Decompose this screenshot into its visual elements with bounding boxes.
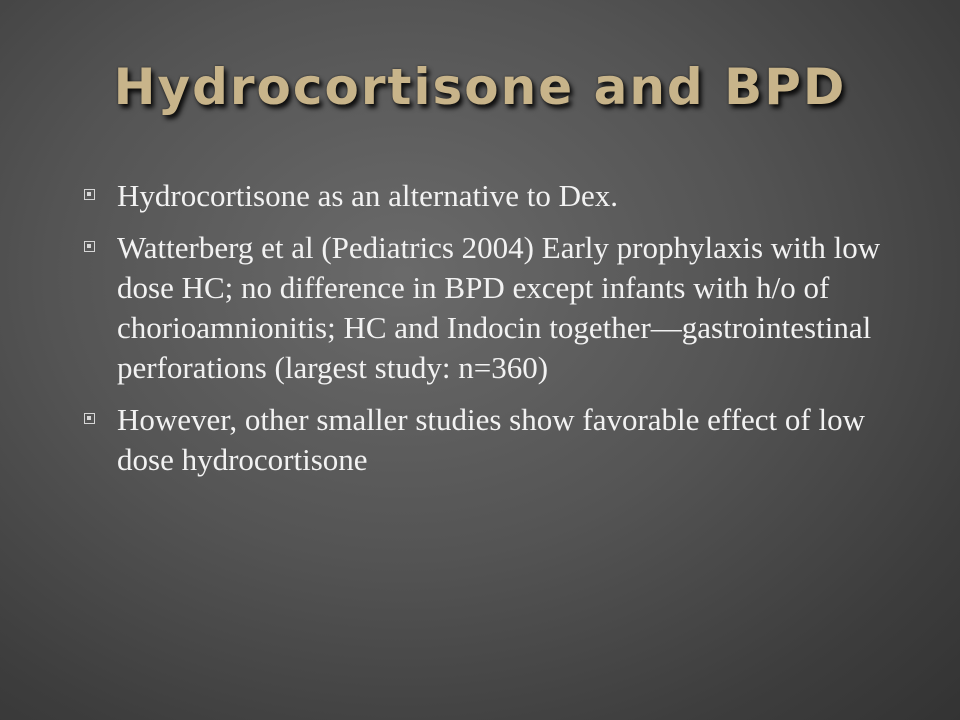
bullet-text: Watterberg et al (Pediatrics 2004) Early prophylaxis with low dose HC; no difference in BPD except infants with h/o of chorioamnionitis; HC and Indocin together—gastrointestinal perforations (largest study: n=360) — [117, 230, 881, 385]
bullet-item — [84, 400, 914, 480]
square-bullet-icon — [84, 189, 95, 200]
bullet-item — [84, 228, 914, 388]
bullet-text: Hydrocortisone as an alternative to Dex. — [117, 178, 618, 213]
slide-title: Hydrocortisone and BPD — [113, 58, 847, 116]
bullet-list — [84, 176, 914, 492]
bullet-item — [84, 176, 914, 216]
bullet-text: However, other smaller studies show favorable effect of low dose hydrocortisone — [117, 402, 865, 477]
square-bullet-icon — [84, 413, 95, 424]
square-bullet-icon — [84, 241, 95, 252]
